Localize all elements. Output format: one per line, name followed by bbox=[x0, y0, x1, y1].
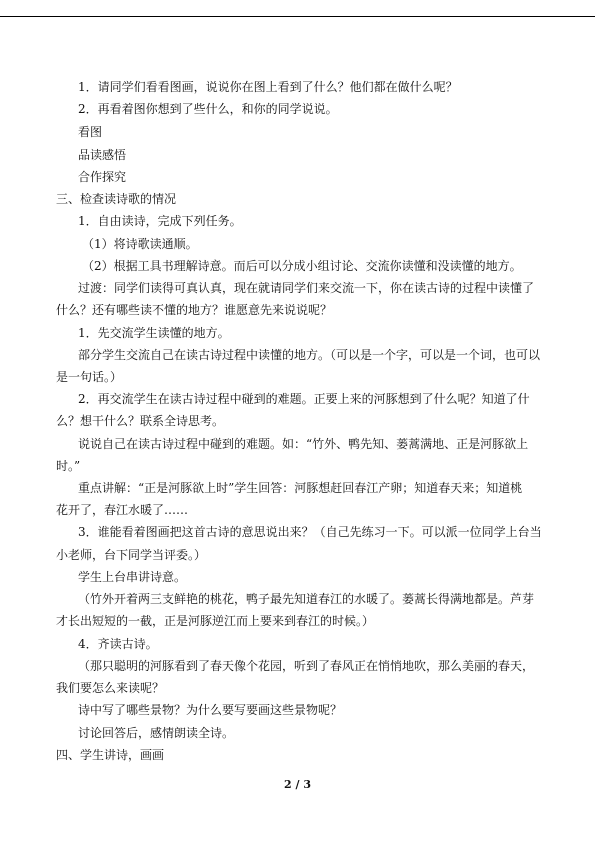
text-line: 三、检查读诗歌的情况 bbox=[56, 192, 177, 206]
text-line: 2．再看着图你想到了些什么，和你的同学说说。 bbox=[78, 102, 338, 116]
text-line: 4．齐读古诗。 bbox=[78, 637, 158, 651]
page-number: 2 / 3 bbox=[284, 778, 311, 791]
text-line: 1．自由读诗，完成下列任务。 bbox=[78, 214, 242, 228]
text-line: 才长出短短的一截，正是河豚逆江而上要来到春江的时候。） bbox=[56, 614, 375, 628]
text-line: 1．请同学们看看图画，说说你在图上看到了什么？他们都在做什么呢？ bbox=[78, 80, 458, 94]
text-line: 什么？还有哪些读不懂的地方？谁愿意先来说说呢？ bbox=[56, 303, 333, 317]
text-line: 么？想干什么？联系全诗思考。 bbox=[56, 414, 225, 428]
text-line: 过渡：同学们读得可真认真，现在就请同学们来交流一下，你在读古诗的过程中读懂了 bbox=[78, 281, 535, 295]
text-line: 1．先交流学生读懂的地方。 bbox=[78, 326, 230, 340]
text-line: 重点讲解：“正是河豚欲上时”学生回答：河豚想赶回春江产卵；知道春天来；知道桃 bbox=[78, 481, 523, 495]
text-line: 看图 bbox=[78, 125, 103, 139]
text-line: 3．谁能看着图画把这首古诗的意思说出来？（自己先练习一下。可以派一位同学上台当 bbox=[78, 525, 542, 539]
text-line: 合作探究 bbox=[78, 170, 127, 184]
text-line: （竹外开着两三支鲜艳的桃花，鸭子最先知道春江的水暖了。蒌蒿长得满地都是。芦芽 bbox=[78, 592, 535, 606]
text-line: 四、学生讲诗，画画 bbox=[56, 748, 165, 762]
text-line: 时。” bbox=[56, 459, 81, 473]
text-line: 学生上台串讲诗意。 bbox=[78, 570, 187, 584]
text-line: （2）根据工具书理解诗意。而后可以分成小组讨论、交流你读懂和没读懂的地方。 bbox=[82, 259, 522, 273]
text-line: 说说自己在读古诗过程中碰到的难题。如：“竹外、鸭先知、蒌蒿满地、正是河豚欲上 bbox=[78, 437, 529, 451]
text-line: 小老师，台下同学当评委。） bbox=[56, 548, 207, 562]
text-line: 是一句话。） bbox=[56, 370, 123, 384]
text-line: 花开了，春江水暖了…… bbox=[56, 503, 189, 517]
text-line: 部分学生交流自己在读古诗过程中读懂的地方。（可以是一个字，可以是一个词，也可以 bbox=[78, 348, 541, 362]
text-line: （那只聪明的河豚看到了春天像个花园，听到了春风正在悄悄地吹，那么美丽的春天， bbox=[78, 659, 535, 673]
text-line: 诗中写了哪些景物？为什么要写要画这些景物呢？ bbox=[78, 703, 343, 717]
header-rule bbox=[0, 16, 595, 17]
text-line: 我们要怎么来读呢？ bbox=[56, 681, 165, 695]
text-line: 讨论回答后，感情朗读全诗。 bbox=[78, 726, 235, 740]
text-line: 2．再交流学生在读古诗过程中碰到的难题。正要上来的河豚想到了什么呢？知道了什 bbox=[78, 392, 530, 406]
text-line: （1）将诗歌读通顺。 bbox=[82, 237, 198, 251]
text-line: 品读感悟 bbox=[78, 148, 127, 162]
